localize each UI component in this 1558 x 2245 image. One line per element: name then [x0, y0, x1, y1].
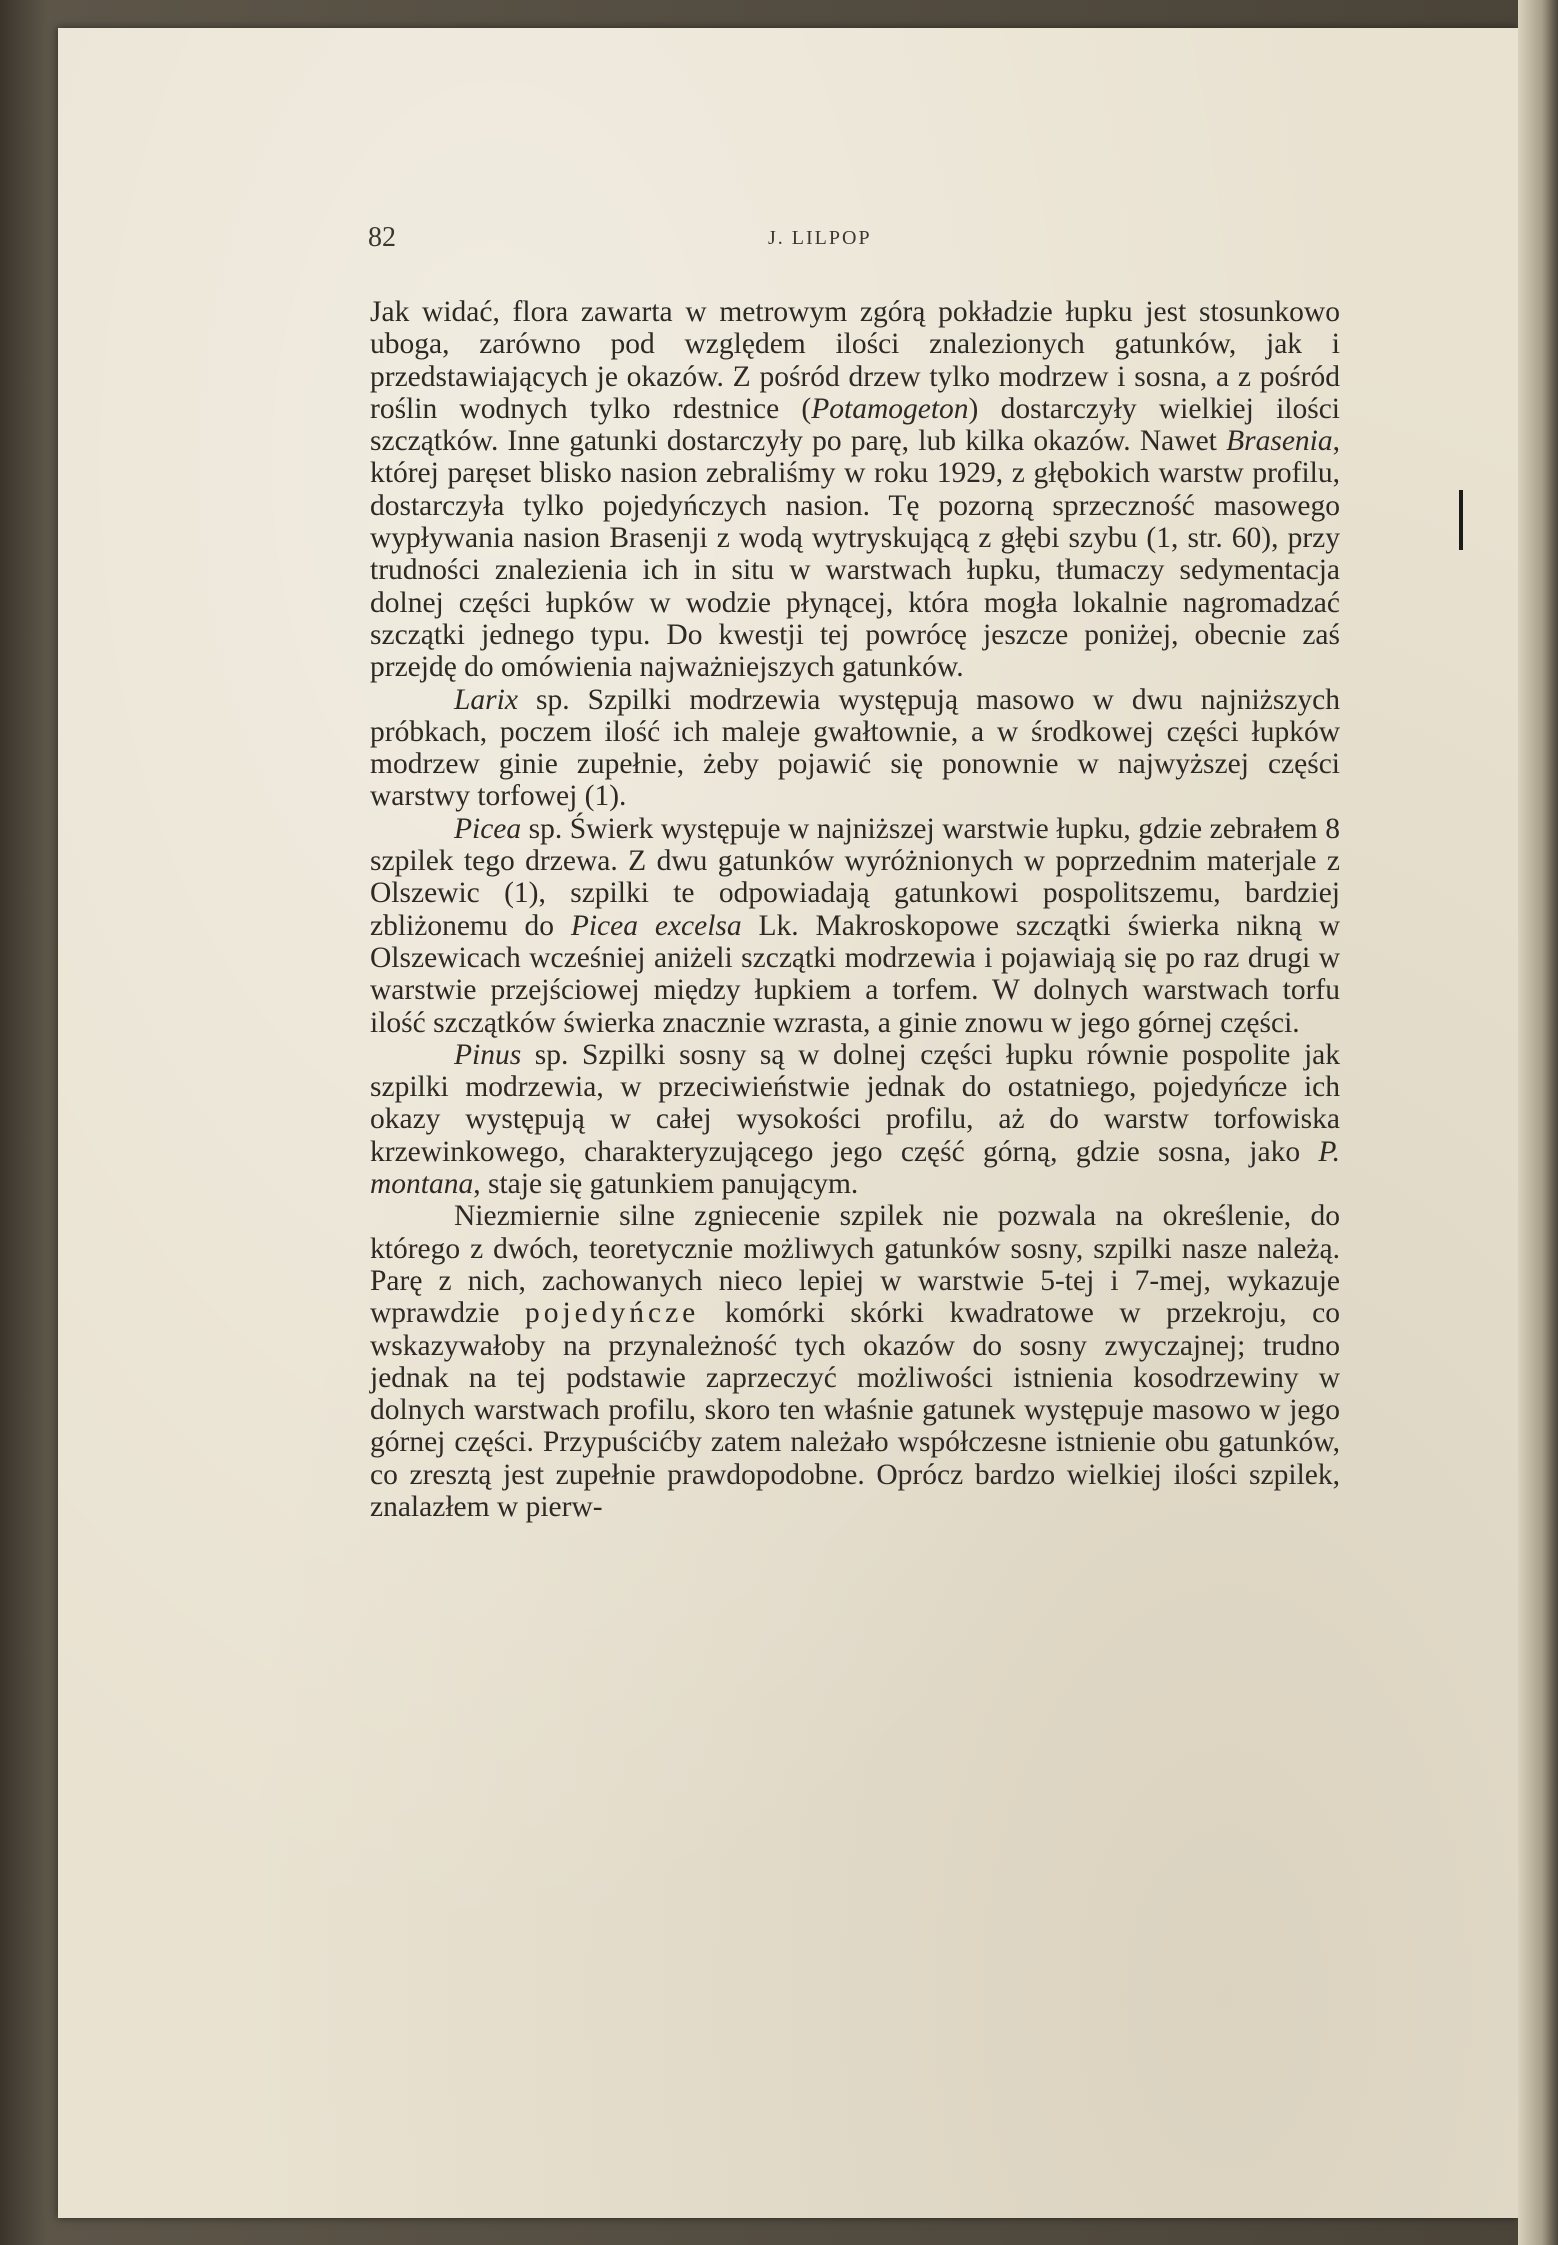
paragraph [370, 684, 1340, 813]
text-run: komórki skórki kwadratowe w przekroju, co wskazywałoby na przynależność tych okazów do sosny zwyczajnej; trudno jednak na tej podstawie zaprzeczyć możliwości istnienia kosodrzewiny w dolnych warstwach profilu, skoro ten właśnie gatunek występuje masowo w jego górnej części. Przypuścićby zatem należało współczesne istnienie obu gatunków, co zresztą jest zupełnie prawdopodobne. Oprócz bardzo wielkiej ilości szpilek, znalazłem w pierw- [370, 1297, 1340, 1523]
italic-term: Potamogeton [811, 392, 969, 425]
text-run: , której paręset blisko nasion zebraliśmy w roku 1929, z głębokich warstw profilu, dostarczyła tylko pojedyńczych nasion. Tę pozorną sprzeczność masowego wypływania nasion Brasenji z wodą wytryskującą z głębi szybu (1, str. 60), przy trudności znalezienia ich in situ w warstwach łupku, tłumaczy sedymentacja dolnej części łupków w wodzie płynącej, która mogła lokalnie nagromadzać szczątki jednego typu. Do kwestji tej powrócę jeszcze poniżej, obecnie zaś przejdę do omówienia najważniejszych gatunków. [370, 425, 1340, 684]
paragraph [370, 1200, 1340, 1523]
italic-term: Brasenia [1226, 425, 1333, 458]
paragraph [370, 296, 1340, 684]
text-run: , staje się gatunkiem panującym. [473, 1168, 859, 1201]
spaced-text: pojedyńcze [524, 1297, 700, 1330]
text-run: sp. Świerk występuje w najniższej warstwie łupku, gdzie zebrałem 8 szpilek tego drzewa. Z dwu gatunków wyróżnionych w poprzednim materjale z Olszewic (1), szpilki te odpowiadają gatunkowi pospolitszemu, bardziej zbliżonemu do [370, 812, 1340, 942]
text-run: Niezmiernie silne zgniecenie szpilek nie pozwala na określenie, do którego z dwóch, teoretycznie możliwych gatunków sosny, szpilki nasze należą. Parę z nich, zachowanych nieco lepiej w warstwie 5-tej i 7-mej, wykazuje wprawdzie [370, 1200, 1340, 1330]
adjacent-page-edge [1518, 0, 1558, 2245]
paragraph [370, 1039, 1340, 1200]
text-run: sp. Szpilki modrzewia występują masowo w dwu najniższych próbkach, poczem ilość ich maleje gwałtownie, a w środkowej części łupków modrzew ginie zupełnie, żeby pojawić się ponownie w najwyższej części warstwy torfowej (1). [370, 683, 1340, 813]
italic-term: Pinus [454, 1038, 522, 1071]
italic-term: P. montana [370, 1135, 1340, 1201]
text-run: ) dostarczyły wielkiej ilości szczątków. Inne gatunki dostarczyły po parę, lub kilka okazów. Nawet [370, 392, 1340, 458]
italic-term: Picea [454, 812, 522, 845]
italic-term: Larix [454, 683, 518, 716]
margin-mark [1459, 490, 1463, 550]
paragraph [370, 813, 1340, 1039]
running-head-author: J. LILPOP [768, 227, 872, 249]
text-run: Lk. Makroskopowe szczątki świerka nikną w Olszewicach wcześniej aniżeli szczątki modrzewia i pojawiają się po raz drugi w warstwie przejściowej między łupkiem a torfem. W dolnych warstwach torfu ilość szczątków świerka znacznie wzrasta, a ginie znowu w jego górnej części. [370, 909, 1340, 1039]
text-run: Jak widać, flora zawarta w metrowym zgórą pokładzie łupku jest stosunkowo uboga, zarówno pod względem ilości znalezionych gatunków, jak i przedstawiających je okazów. Z pośród drzew tylko modrzew i sosna, a z pośród roślin wodnych tylko rdestnice ( [370, 296, 1340, 425]
page-number: 82 [368, 222, 396, 253]
running-head [368, 222, 1348, 258]
italic-term: Picea excelsa [570, 909, 742, 942]
body-text [370, 296, 1340, 1523]
text-run: sp. Szpilki sosny są w dolnej części łupku równie pospolite jak szpilki modrzewia, w przeciwieństwie jednak do ostatniego, pojedyńcze ich okazy występują w całej wysokości profilu, aż do warstw torfowiska krzewinkowego, charakteryzującego jego część górną, gdzie sosna, jako [370, 1038, 1340, 1168]
